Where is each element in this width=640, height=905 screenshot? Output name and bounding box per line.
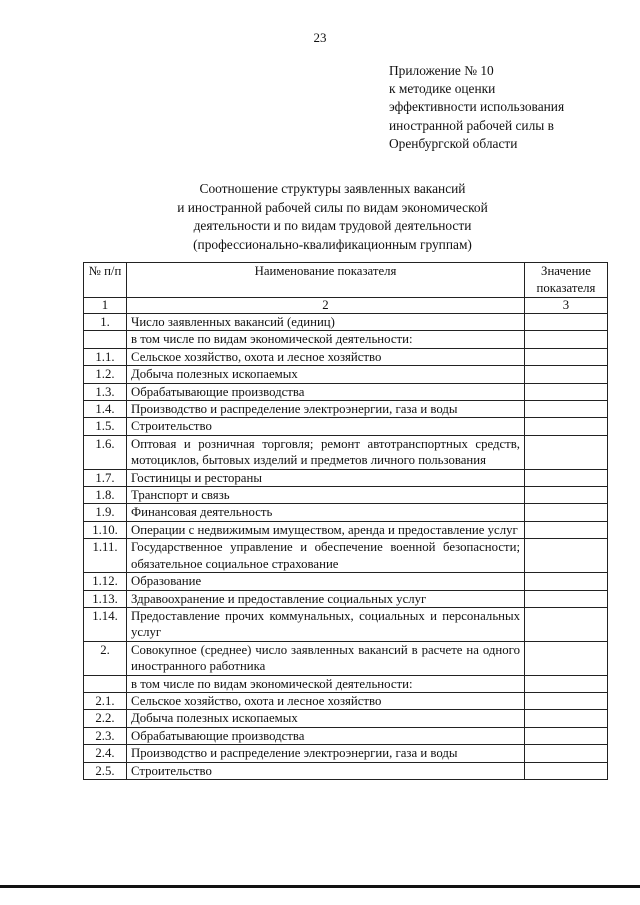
row-value-cell[interactable]: [525, 401, 608, 418]
document-title: [110, 180, 555, 254]
row-value-cell[interactable]: [525, 590, 608, 607]
row-indicator-name: Оптовая и розничная торговля; ремонт автотранспортных средств, мотоциклов, бытовых изделий и предметов личного пользования: [127, 435, 525, 469]
table-row: [84, 692, 608, 709]
table-row: [84, 539, 608, 573]
row-value-cell[interactable]: [525, 348, 608, 365]
row-value-cell[interactable]: [525, 710, 608, 727]
table-row: [84, 469, 608, 486]
row-number: 2.3.: [84, 727, 127, 744]
row-value-cell[interactable]: [525, 314, 608, 331]
row-indicator-name: Финансовая деятельность: [127, 504, 525, 521]
row-indicator-name: Число заявленных вакансий (единиц): [127, 314, 525, 331]
row-indicator-name: Сельское хозяйство, охота и лесное хозяйство: [127, 348, 525, 365]
row-number: 1.2.: [84, 366, 127, 383]
row-number: 1.13.: [84, 590, 127, 607]
row-value-cell[interactable]: [525, 727, 608, 744]
title-line: Соотношение структуры заявленных вакансий: [199, 181, 466, 196]
row-number: 1.1.: [84, 348, 127, 365]
appendix-line: к методике оценки: [389, 81, 496, 97]
row-indicator-name: Образование: [127, 573, 525, 590]
row-indicator-name: Транспорт и связь: [127, 487, 525, 504]
row-indicator-name: Операции с недвижимым имуществом, аренда и предоставление услуг: [127, 521, 525, 538]
row-indicator-name: Производство и распределение электроэнергии, газа и воды: [127, 401, 525, 418]
table-row: [84, 573, 608, 590]
row-number: 1.9.: [84, 504, 127, 521]
row-value-cell[interactable]: [525, 675, 608, 692]
row-value-cell[interactable]: [525, 504, 608, 521]
title-line: деятельности и по видам трудовой деятельности: [193, 218, 472, 234]
indicator-table: [83, 262, 608, 780]
row-number: 2.4.: [84, 745, 127, 762]
row-value-cell[interactable]: [525, 331, 608, 348]
column-number: 3: [525, 298, 608, 314]
row-indicator-name: Производство и распределение электроэнергии, газа и воды: [127, 745, 525, 762]
row-number: 2.: [84, 641, 127, 675]
page-number: 23: [313, 30, 327, 45]
appendix-line: иностранной рабочей силы в: [389, 117, 554, 133]
row-indicator-name: Гостиницы и рестораны: [127, 469, 525, 486]
table-row: [84, 727, 608, 744]
row-number: 1.: [84, 314, 127, 331]
row-number: 1.4.: [84, 401, 127, 418]
header-number: № п/п: [84, 263, 127, 298]
row-value-cell[interactable]: [525, 521, 608, 538]
table-row: [84, 745, 608, 762]
table-row: [84, 607, 608, 641]
table-row: [84, 504, 608, 521]
row-number: 1.12.: [84, 573, 127, 590]
row-indicator-name: Совокупное (среднее) число заявленных вакансий в расчете на одного иностранного работника: [127, 641, 525, 675]
row-value-cell[interactable]: [525, 469, 608, 486]
row-number: 2.5.: [84, 762, 127, 779]
row-value-cell[interactable]: [525, 607, 608, 641]
table-row: [84, 435, 608, 469]
table-row: [84, 401, 608, 418]
row-number: 1.8.: [84, 487, 127, 504]
header-name: Наименование показателя: [127, 263, 525, 298]
header-value: Значение показателя: [525, 263, 608, 298]
appendix-note: [389, 62, 619, 153]
table-row: [84, 383, 608, 400]
table-row: [84, 418, 608, 435]
row-indicator-name: в том числе по видам экономической деятельности:: [127, 331, 525, 348]
table-row: [84, 762, 608, 779]
row-value-cell[interactable]: [525, 745, 608, 762]
table-row: [84, 641, 608, 675]
row-value-cell[interactable]: [525, 418, 608, 435]
appendix-line: Приложение № 10: [389, 63, 494, 78]
row-indicator-name: Обрабатывающие производства: [127, 727, 525, 744]
row-indicator-name: Обрабатывающие производства: [127, 383, 525, 400]
row-number: 2.2.: [84, 710, 127, 727]
row-value-cell[interactable]: [525, 762, 608, 779]
row-value-cell[interactable]: [525, 366, 608, 383]
row-value-cell[interactable]: [525, 692, 608, 709]
row-number: [84, 675, 127, 692]
table-row: [84, 710, 608, 727]
row-indicator-name: Сельское хозяйство, охота и лесное хозяйство: [127, 692, 525, 709]
row-indicator-name: Добыча полезных ископаемых: [127, 366, 525, 383]
row-value-cell[interactable]: [525, 383, 608, 400]
table-row: [84, 590, 608, 607]
row-value-cell[interactable]: [525, 573, 608, 590]
bottom-rule: [0, 885, 640, 888]
row-indicator-name: Добыча полезных ископаемых: [127, 710, 525, 727]
row-indicator-name: Государственное управление и обеспечение военной безопасности; обязательное социальное страхование: [127, 539, 525, 573]
row-indicator-name: Здравоохранение и предоставление социальных услуг: [127, 590, 525, 607]
table-row: [84, 314, 608, 331]
row-number: 1.7.: [84, 469, 127, 486]
row-indicator-name: Предоставление прочих коммунальных, социальных и персональных услуг: [127, 607, 525, 641]
row-indicator-name: в том числе по видам экономической деятельности:: [127, 675, 525, 692]
row-number: 1.6.: [84, 435, 127, 469]
table-row: [84, 521, 608, 538]
row-number: 1.11.: [84, 539, 127, 573]
row-number: 1.5.: [84, 418, 127, 435]
table-row: [84, 675, 608, 692]
row-value-cell[interactable]: [525, 641, 608, 675]
row-number: 1.10.: [84, 521, 127, 538]
row-number: 1.3.: [84, 383, 127, 400]
row-value-cell[interactable]: [525, 539, 608, 573]
row-indicator-name: Строительство: [127, 418, 525, 435]
table-row: [84, 366, 608, 383]
row-number: 2.1.: [84, 692, 127, 709]
row-indicator-name: Строительство: [127, 762, 525, 779]
row-value-cell[interactable]: [525, 435, 608, 469]
table-row: [84, 331, 608, 348]
title-line: и иностранной рабочей силы по видам экономической: [177, 199, 488, 215]
column-number-row: [84, 298, 608, 314]
table-row: [84, 348, 608, 365]
appendix-line: Оренбургской области: [389, 135, 518, 151]
column-number: 2: [127, 298, 525, 314]
column-number: 1: [84, 298, 127, 314]
table-row: [84, 487, 608, 504]
title-line: (профессионально-квалификационным группам): [193, 236, 472, 252]
row-number: 1.14.: [84, 607, 127, 641]
table-header-row: [84, 263, 608, 298]
appendix-line: эффективности использования: [389, 99, 565, 115]
row-value-cell[interactable]: [525, 487, 608, 504]
row-number: [84, 331, 127, 348]
